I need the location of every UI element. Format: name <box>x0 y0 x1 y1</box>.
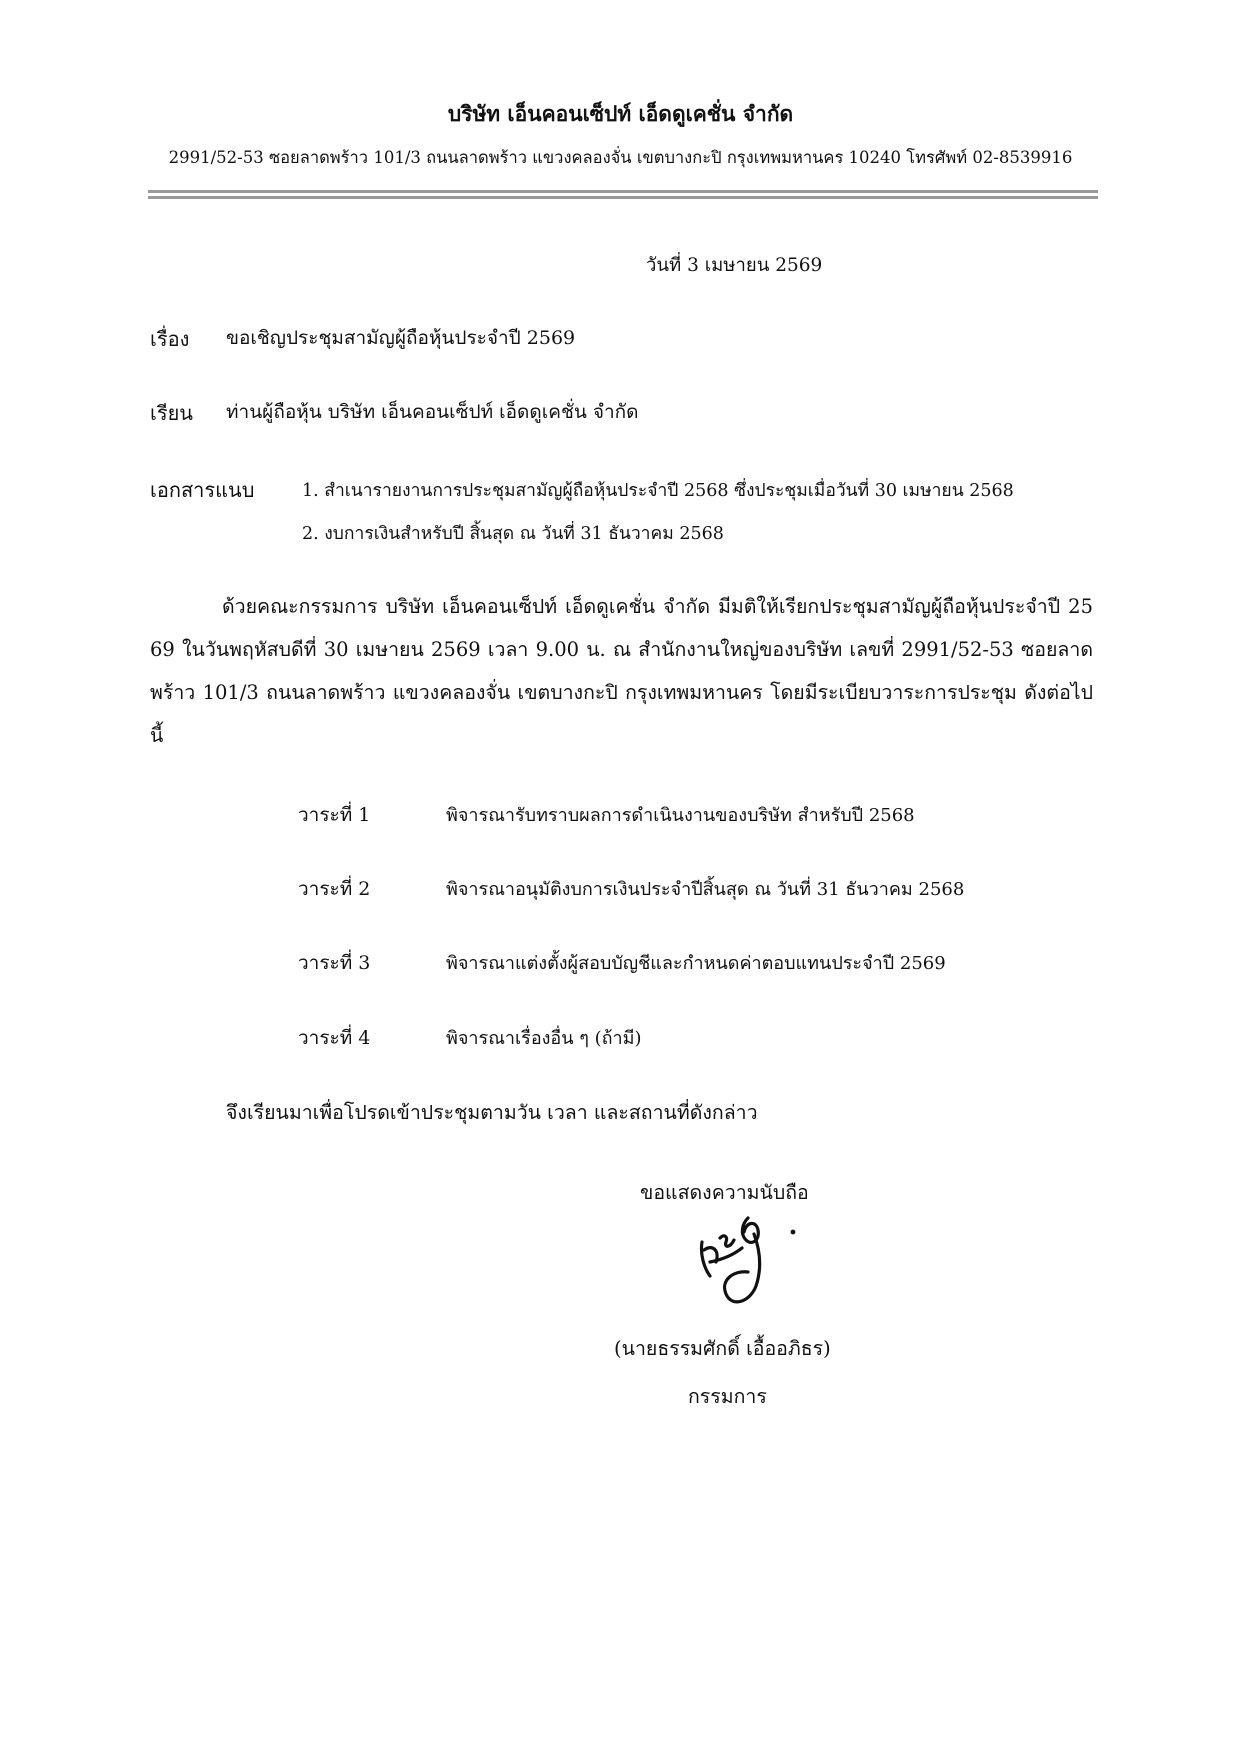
attachment-item: 2. งบการเงินสำหรับปี สิ้นสุด ณ วันที่ 31 ธันวาคม 2568 <box>302 524 724 544</box>
header-divider-bottom <box>148 196 1098 199</box>
subject-label: เรื่อง <box>150 327 190 351</box>
agenda-text: พิจารณาเรื่องอื่น ๆ (ถ้ามี) <box>446 1028 642 1049</box>
handwritten-signature <box>690 1210 810 1330</box>
agenda-text: พิจารณาอนุมัติงบการเงินประจำปีสิ้นสุด ณ วันที่ 31 ธันวาคม 2568 <box>446 879 965 900</box>
agenda-label: วาระที่ 3 <box>298 952 371 974</box>
signer-title: กรรมการ <box>688 1385 767 1408</box>
recipient-value: ท่านผู้ถือหุ้น บริษัท เอ็นคอนเซ็ปท์ เอ็ดดูเคชั่น จำกัด <box>226 401 639 423</box>
body-paragraph: ด้วยคณะกรรมการ บริษัท เอ็นคอนเซ็ปท์ เอ็ดดูเคชั่น จำกัด มีมติให้เรียกประชุมสามัญผู้ถือหุ้นประจำปี 2569 ในวันพฤหัสบดีที่ 30 เมษายน 2569 เวลา 9.00 น. ณ สำนักงานใหญ่ของบริษัท เลขที่ 2991/52-53 ซอยลาดพร้าว 101/3 ถนนลาดพร้าว แขวงคลองจั่น เขตบางกะปิ กรุงเทพมหานคร โดยมีระเบียบวาระการประชุม ดังต่อไปนี้ <box>150 595 1093 747</box>
agenda-label: วาระที่ 4 <box>298 1027 371 1049</box>
company-address: 2991/52-53 ซอยลาดพร้าว 101/3 ถนนลาดพร้าว แขวงคลองจั่น เขตบางกะปิ กรุงเทพมหานคร 10240 โทรศัพท์ 02-8539916 <box>168 148 1073 167</box>
agenda-text: พิจารณารับทราบผลการดำเนินงานของบริษัท สำหรับปี 2568 <box>446 805 915 826</box>
agenda-text: พิจารณาแต่งตั้งผู้สอบบัญชีและกำหนดค่าตอบแทนประจำปี 2569 <box>446 953 946 974</box>
agenda-label: วาระที่ 2 <box>298 878 371 900</box>
header-divider-top <box>148 190 1098 193</box>
regards-text: ขอแสดงความนับถือ <box>640 1181 809 1204</box>
attachment-item: 1. สำเนารายงานการประชุมสามัญผู้ถือหุ้นประจำปี 2568 ซึ่งประชุมเมื่อวันที่ 30 เมษายน 2568 <box>302 481 1014 501</box>
recipient-label: เรียน <box>150 401 193 425</box>
letter-date: วันที่ 3 เมษายน 2569 <box>646 255 823 276</box>
company-name: บริษัท เอ็นคอนเซ็ปท์ เอ็ดดูเคชั่น จำกัด <box>447 101 794 126</box>
closing-statement: จึงเรียนมาเพื่อโปรดเข้าประชุมตามวัน เวลา และสถานที่ดังกล่าว <box>226 1101 758 1124</box>
agenda-label: วาระที่ 1 <box>298 804 371 826</box>
subject-value: ขอเชิญประชุมสามัญผู้ถือหุ้นประจำปี 2569 <box>226 327 576 349</box>
attachments-label: เอกสารแนบ <box>150 478 255 502</box>
signer-name: (นายธรรมศักดิ์ เอื้ออภิธร) <box>614 1337 831 1360</box>
